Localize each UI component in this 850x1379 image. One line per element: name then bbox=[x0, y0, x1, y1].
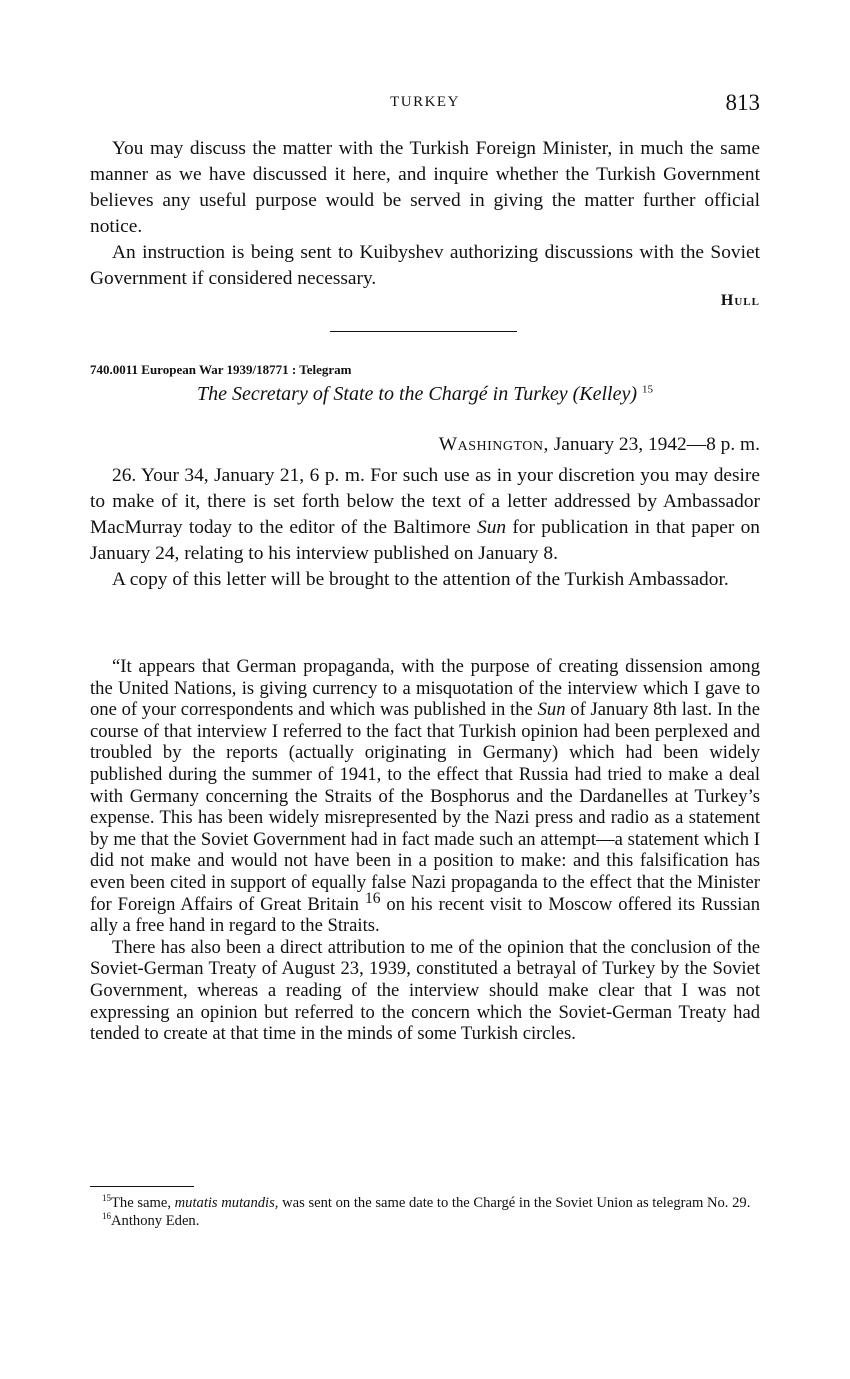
newspaper-name: Sun bbox=[537, 699, 566, 721]
paragraph-text: of January 8th last. In the course of that interview I referred to the fact that Turkish opinion had been perplexed and troubled by the reports (actually originating in Germany) which had been widely published during the summer of 1941, to the effect that Russia had tried to make a deal with Germany concerning the Straits of the Bosphorus and the Dardanelles at Turkey’s expense. This has been widely misrepresented by the Nazi press and radio as a statement by me that the Soviet Government had in fact made such an attempt—a statement which I did not make and would not have been in a position to make: and this falsification has even been cited in support of equally false Nazi propaganda to the effect that the Minister for Foreign Affairs of Great Britain bbox=[90, 699, 760, 915]
footnote-text: was sent on the same date to the Chargé in the Soviet Union as telegram No. 29. bbox=[282, 1195, 751, 1211]
newspaper-name: Sun bbox=[477, 517, 507, 538]
footnote-divider bbox=[90, 1186, 194, 1187]
file-number: 740.0011 European War 1939/18771 : Telegram bbox=[90, 362, 352, 377]
document-title bbox=[90, 383, 760, 406]
telegram-body bbox=[90, 463, 760, 593]
section-divider bbox=[330, 331, 517, 332]
paragraph bbox=[90, 463, 760, 567]
paragraph: There has also been a direct attribution to me of the opinion that the conclusion of the Soviet-German Treaty of August 23, 1939, constituted a betrayal of Turkey by the Soviet Government, whereas a reading of the interview should make clear that I was not expressing an opinion but referred to the concern which the Soviet-German Treaty had tended to create at that time in the minds of some Turkish circles. bbox=[90, 936, 760, 1045]
dateline-place: Washington, bbox=[438, 434, 549, 455]
quoted-letter bbox=[90, 656, 760, 1045]
running-title: TURKEY bbox=[390, 94, 460, 110]
footnote-ref-16: 16 bbox=[364, 889, 381, 907]
signature: Hull bbox=[720, 292, 760, 309]
footnote-16 bbox=[90, 1212, 760, 1230]
paragraph-text: for publication in that paper on January 24, relating to his interview published on January 8. bbox=[90, 517, 760, 564]
footnote-italic: mutatis mutandis, bbox=[174, 1195, 279, 1211]
paragraph-text: 26. Your 34, January 21, 6 p. m. For such use as in your discretion you may desire to make of it, there is set forth below the text of a letter addressed by Ambassador MacMurray today to the editor of the Baltimore bbox=[90, 465, 760, 538]
paragraph-text: “It appears that German propaganda, with the purpose of creating dissension among the United Nations, is giving currency to a misquotation of the interview which I gave to one of your correspondents and which was published in the bbox=[90, 656, 760, 721]
page-header bbox=[90, 90, 760, 120]
document-title-text: The Secretary of State to the Chargé in Turkey (Kelley) bbox=[196, 383, 638, 405]
footnote-number: 16 bbox=[102, 1211, 111, 1222]
footnote-number: 15 bbox=[102, 1193, 111, 1204]
paragraph bbox=[90, 656, 760, 937]
dateline-date: January 23, 1942—8 p. m. bbox=[553, 434, 760, 455]
paragraph: A copy of this letter will be brought to the attention of the Turkish Ambassador. bbox=[112, 569, 729, 590]
paragraph: You may discuss the matter with the Turkish Foreign Minister, in much the same manner as we have discussed it here, and inquire whether the Turkish Government believes any useful purpose would be served in giving the matter further official notice. bbox=[90, 138, 760, 237]
footnote-ref-15: 15 bbox=[642, 383, 654, 396]
footnote-text: The same, bbox=[111, 1195, 171, 1211]
continued-instruction bbox=[90, 136, 760, 292]
dateline bbox=[90, 434, 760, 456]
footnotes bbox=[90, 1194, 760, 1230]
paragraph-text: on his recent visit to Moscow offered its Russian ally a free hand in regard to the Straits. bbox=[90, 893, 760, 937]
footnote-text: Anthony Eden. bbox=[111, 1213, 200, 1229]
paragraph: An instruction is being sent to Kuibyshev authorizing discussions with the Soviet Government if considered necessary. bbox=[90, 242, 760, 289]
page-number: 813 bbox=[725, 90, 760, 115]
footnote-15 bbox=[90, 1194, 760, 1212]
